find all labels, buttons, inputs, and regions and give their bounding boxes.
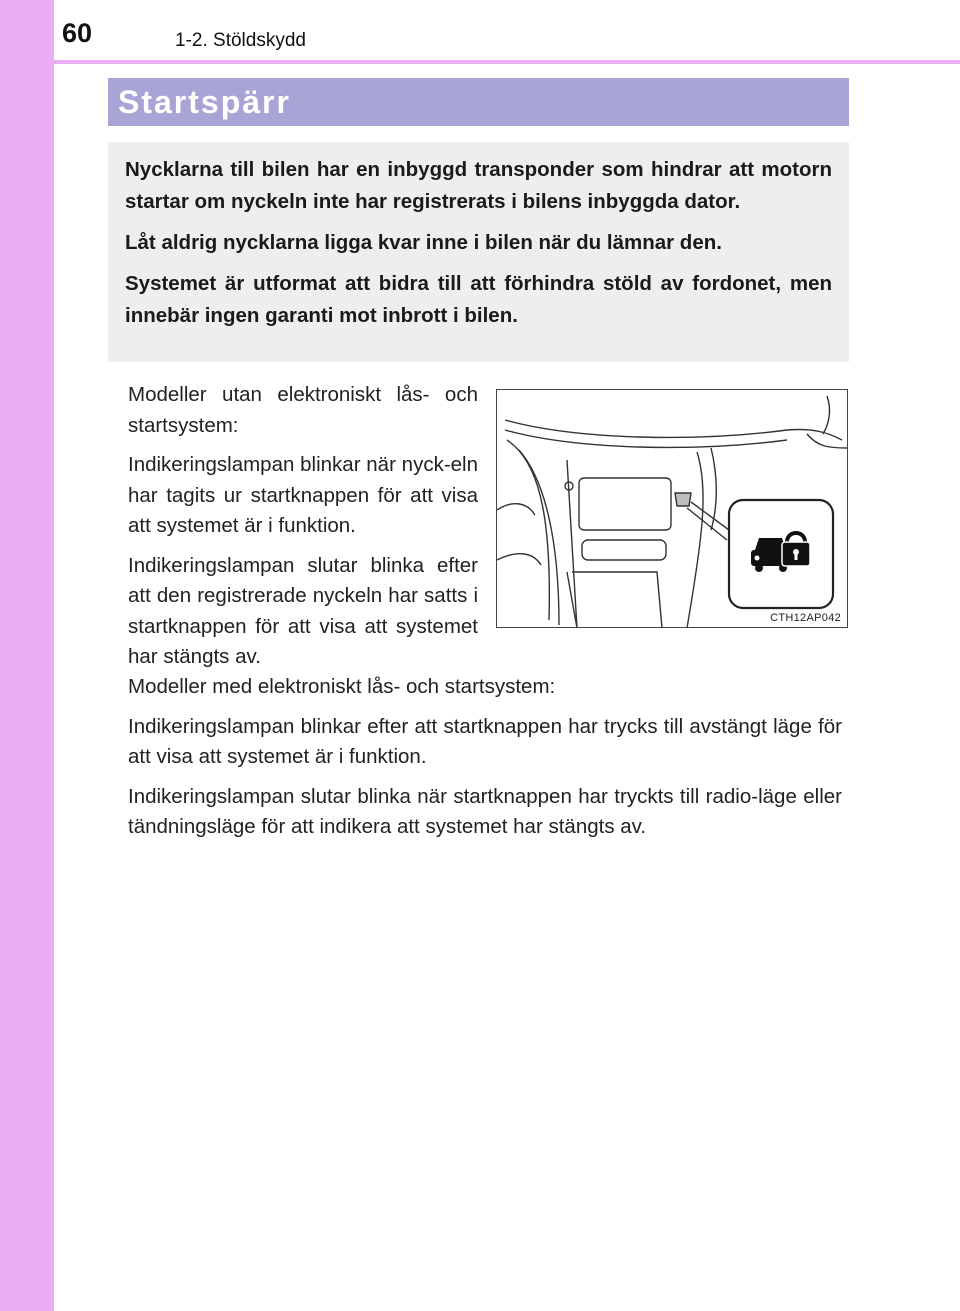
dashboard-illustration [496,389,848,628]
warning-paragraph: Systemet är utformat att bidra till att förhindra stöld av fordonet, men innebär ingen garanti mot inbrott i bilen. [125,272,832,327]
page-number: 60 [62,18,93,48]
warning-box [108,142,849,362]
body-paragraph: Indikeringslampan blinkar när nyck-eln har tagits ur startknappen för att visa att systemet är i funktion. [128,453,478,537]
full-width-column [128,672,842,852]
section-label: 1-2. Stöldskydd [175,30,306,51]
warning-paragraph: Nycklarna till bilen har en inbyggd transponder som hindrar att motorn startar om nyckeln inte har registrerats i bilens inbyggda dator. [125,158,832,213]
chapter-sidebar [0,0,54,1311]
warning-paragraph: Låt aldrig nycklarna ligga kvar inne i bilen när du lämnar den. [125,231,722,254]
body-paragraph: Indikeringslampan slutar blinka när startknappen har tryckts till radio-läge eller tändningsläge för att indikera att systemet har stängts av. [128,784,842,838]
section-title-bar [108,78,849,126]
section-title: Startspärr [118,84,291,120]
body-paragraph: Indikeringslampan blinkar efter att startknappen har trycks till avstängt läge för att visa att systemet är i funktion. [128,714,842,768]
body-paragraph: Indikeringslampan slutar blinka efter att den registrerade nyckeln har satts i startknappen för att visa att systemet har stängts av. [128,553,478,668]
header-rule [54,60,960,64]
body-paragraph: Modeller med elektroniskt lås- och startsystem: [128,675,556,698]
dashboard-drawing [497,390,848,628]
figure-code: CTH12AP042 [770,612,841,624]
left-column [128,380,478,682]
body-paragraph: Modeller utan elektroniskt lås- och startsystem: [128,383,478,437]
